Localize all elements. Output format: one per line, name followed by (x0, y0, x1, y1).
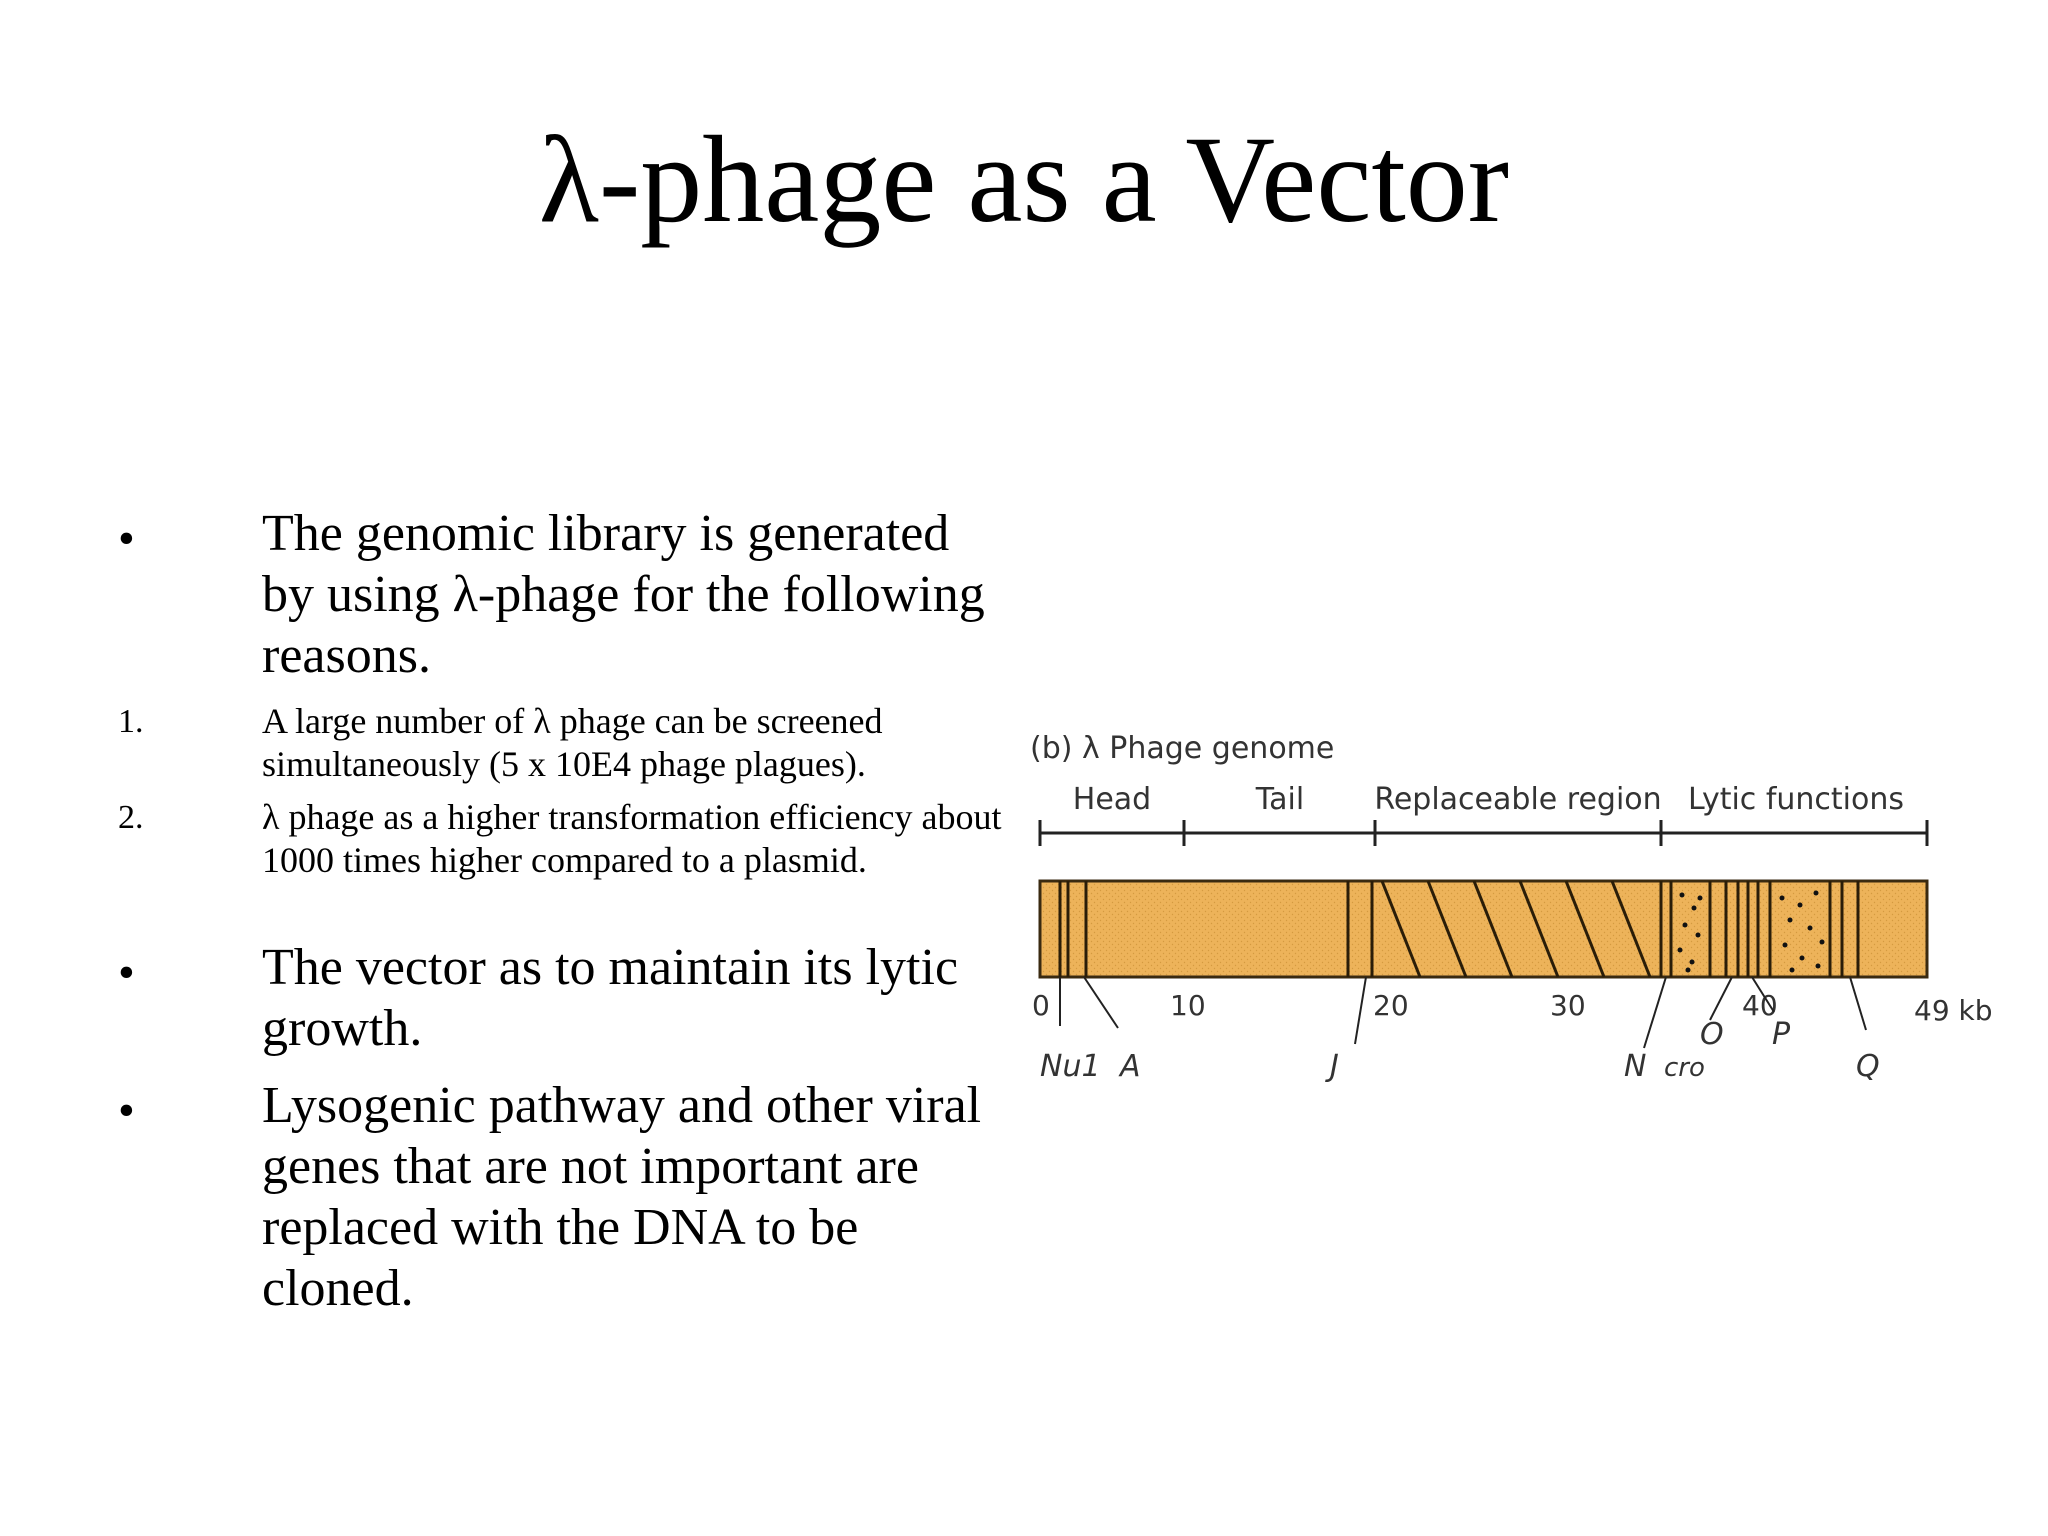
scale-labels (1032, 989, 1993, 1027)
gene-label-p: P (1772, 1017, 1791, 1052)
genome-bar (1040, 881, 1927, 977)
gene-label-o: O (1700, 1017, 1724, 1052)
region-bracket (1040, 820, 1927, 846)
numbered-marker: 1. (118, 703, 144, 740)
scale-tick: 49 kb (1914, 994, 1993, 1027)
list-item-text: λ phage as a higher transformation efficiency about 1000 times higher compared to a plasmid. (262, 797, 1002, 880)
gene-label-nu1: Nu1 (1040, 1049, 1101, 1084)
gene-label-cro: cro (1664, 1053, 1705, 1083)
region-label-head: Head (1072, 782, 1152, 817)
gene-label-a: A (1120, 1049, 1141, 1084)
numbered-marker: 2. (118, 799, 144, 836)
list-item-text: The genomic library is generated by using λ-phage for the following reasons. (262, 505, 985, 684)
scale-tick: 30 (1550, 989, 1586, 1022)
region-label-replaceable: Replaceable region (1374, 782, 1662, 817)
figure-caption: (b) λ Phage genome (1030, 731, 1335, 766)
bullet-marker: • (118, 946, 135, 999)
gene-label-q: Q (1856, 1049, 1880, 1084)
bullet-marker: • (118, 1084, 135, 1137)
bullet-marker: • (118, 512, 135, 565)
list-item-text: Lysogenic pathway and other viral genes that are not important are replaced with the DNA to be cloned. (262, 1077, 982, 1317)
scale-tick: 0 (1032, 989, 1050, 1022)
scale-tick: 20 (1373, 989, 1409, 1022)
region-label-tail: Tail (1255, 782, 1305, 817)
list-item-text: The vector as to maintain its lytic growth. (262, 939, 959, 1057)
scale-tick: 10 (1170, 989, 1206, 1022)
list-item-text: A large number of λ phage can be screened simultaneously (5 x 10E4 phage plagues). (262, 701, 883, 784)
scale-tick: 40 (1742, 989, 1778, 1022)
phage-genome-figure (1030, 730, 2030, 1110)
gene-label-j: J (1330, 1049, 1339, 1084)
region-label-lytic: Lytic functions (1687, 782, 1905, 817)
gene-label-n: N (1624, 1049, 1647, 1084)
slide-title: λ-phage as a Vector (538, 111, 1510, 248)
gene-labels (1040, 1017, 1880, 1084)
